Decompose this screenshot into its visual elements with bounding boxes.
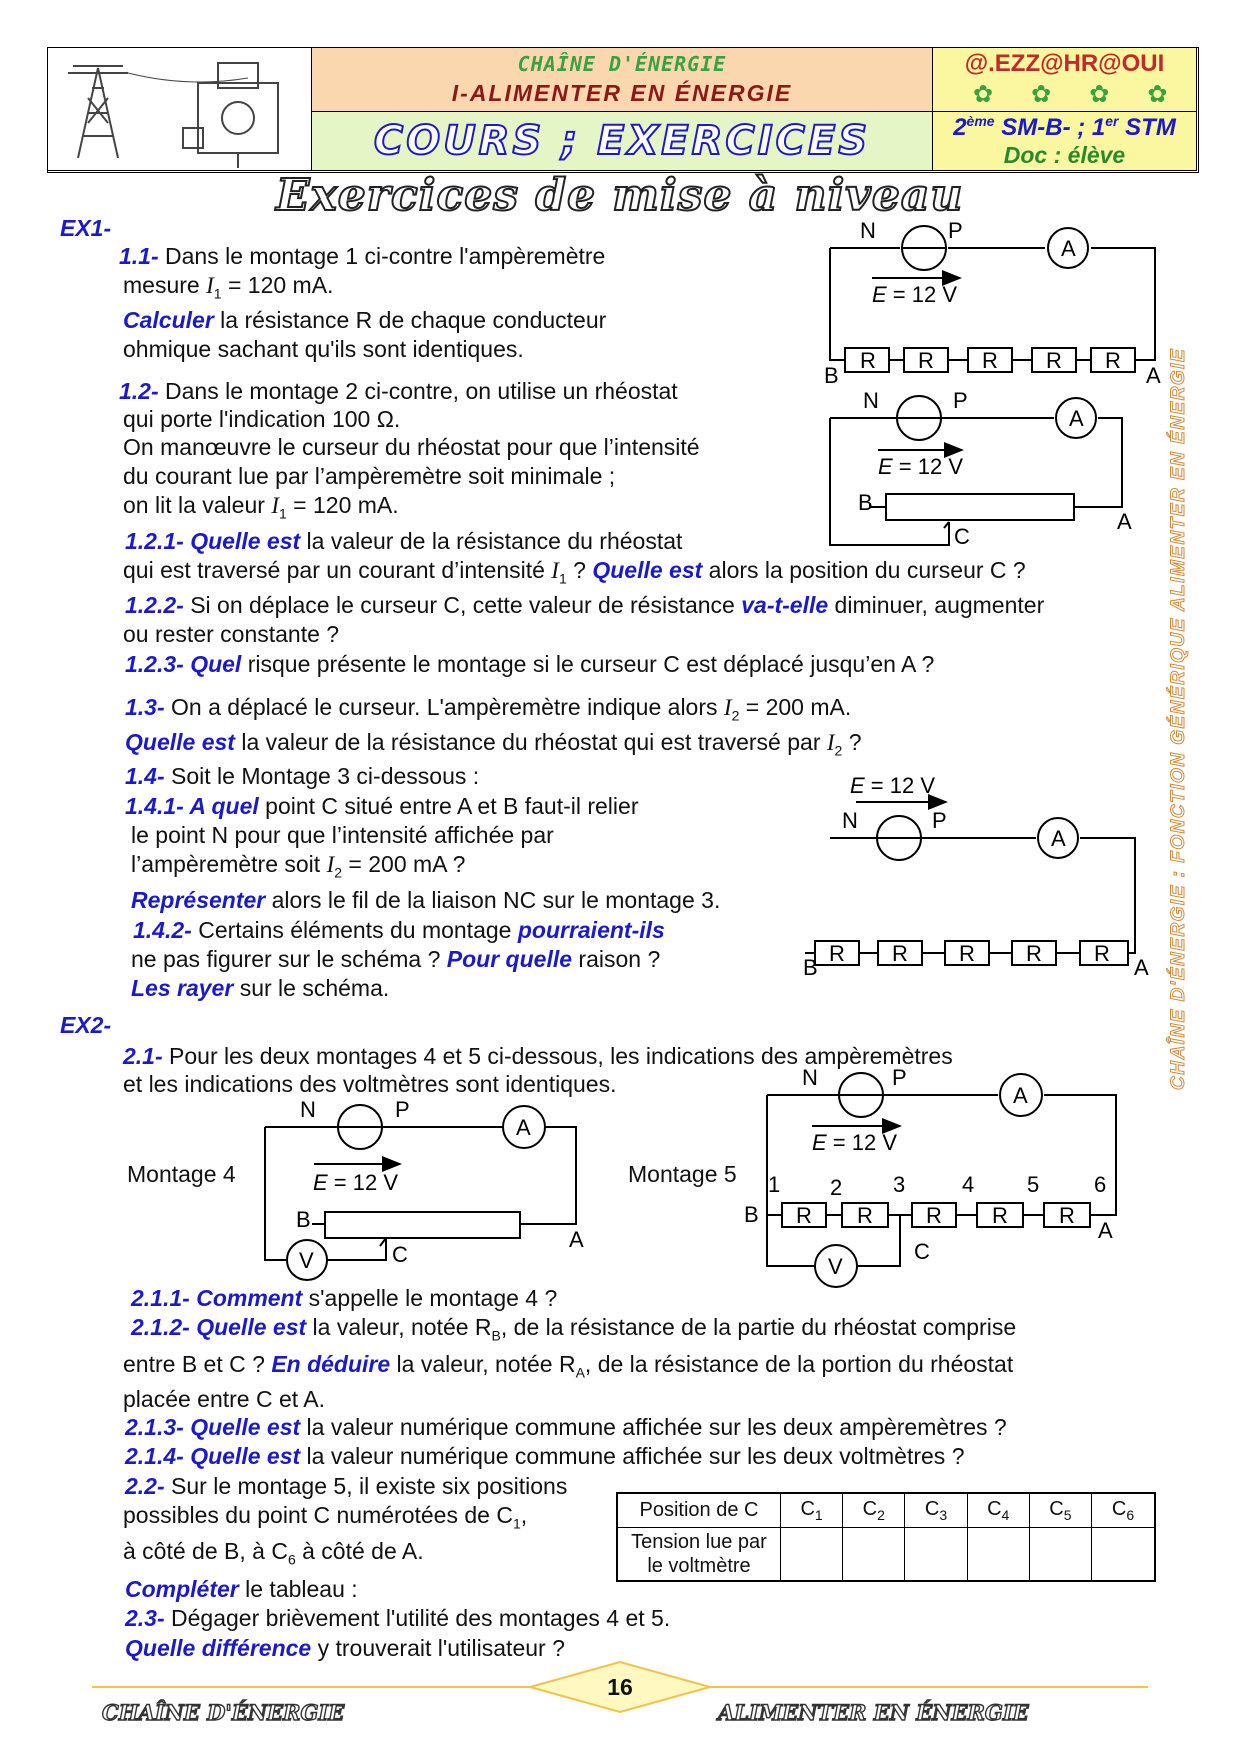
label-p: P [948, 218, 963, 243]
label-emf: E = 12 V [878, 454, 964, 479]
q1-4-2-line3: Les rayer sur le schéma. [131, 975, 390, 1001]
q1-1-line4: ohmique sachant qu'ils sont identiques. [123, 336, 524, 362]
label-emf: E = 12 V [812, 1130, 898, 1155]
label-emf: E = 12 V [850, 773, 936, 798]
q2-2-line4: Compléter le tableau : [125, 1576, 358, 1602]
label-r: R [926, 1203, 942, 1228]
label-r: R [992, 1203, 1008, 1228]
label-p: P [932, 808, 947, 833]
side-text: CHAÎNE D'ÉNERGIE : FONCTION GÉNÉRIQUE ALIMENTER EN ÉNERGIE [1168, 347, 1189, 1090]
circuit-montage-5 [767, 1073, 1116, 1287]
label-r: R [1046, 348, 1062, 373]
q1-4-2-line1: 1.4.2- Certains éléments du montage pourraient-ils [133, 917, 665, 943]
q1-2-2-line2: ou rester constante ? [123, 621, 340, 647]
q1-2-3: 1.2.3- Quel risque présente le montage si le curseur C est déplacé jusqu’en A ? [125, 651, 935, 677]
label-pos-6: 6 [1094, 1172, 1107, 1197]
ex2-label: EX2- [60, 1012, 112, 1038]
label-r: R [892, 941, 908, 966]
label-a-meter: A [1051, 826, 1066, 851]
q2-1-4: 2.1.4- Quelle est la valeur numérique commune affichée sur les deux voltmètres ? [125, 1443, 965, 1469]
q2-3-line1: 2.3- Dégager brièvement l'utilité des montages 4 et 5. [125, 1605, 671, 1631]
table-header-tension: Tension lue par le voltmètre [617, 1527, 781, 1581]
label-r: R [918, 348, 934, 373]
label-r: R [982, 348, 998, 373]
label-pos-5: 5 [1027, 1172, 1040, 1197]
label-a: A [569, 1227, 584, 1252]
label-n: N [842, 808, 858, 833]
label-pos-1: 1 [768, 1172, 781, 1197]
table-col-c2: $C_2$ [843, 1493, 905, 1527]
q1-2-line4: du courant lue par l’ampèremètre soit minimale ; [123, 463, 616, 489]
q1-4: 1.4- Soit le Montage 3 ci-dessous : [125, 763, 480, 789]
label-a: A [1098, 1218, 1113, 1243]
q2-2-line3: à côté de B, à $C_6$ à côté de A. [123, 1538, 424, 1568]
label-r: R [1105, 348, 1121, 373]
q1-4-1-line2: le point N pour que l’intensité affichée par [131, 822, 554, 848]
label-a-meter: A [1069, 406, 1084, 431]
q1-2-1-line2: qui est traversé par un courant d’intensité $I_1$ ? Quelle est alors la position du curseur C ? [123, 557, 1026, 587]
q2-1-3: 2.1.3- Quelle est la valeur numérique commune affichée sur les deux ampèremètres ? [125, 1414, 1007, 1440]
q2-1-2-line3: placée entre C et A. [123, 1386, 326, 1412]
label-pos-2: 2 [830, 1175, 843, 1200]
label-a-meter: A [1013, 1083, 1028, 1108]
table-col-c3: $C_3$ [905, 1493, 967, 1527]
q1-2-line5: on lit la valeur $I_1 = 120$ mA. [123, 492, 399, 522]
label-n: N [863, 388, 879, 413]
label-a-meter: A [516, 1115, 531, 1140]
q1-2-line2: qui porte l'indication 100 Ω. [123, 406, 401, 432]
q1-2-1-line1: 1.2.1- Quelle est la valeur de la résistance du rhéostat [125, 528, 683, 554]
q2-1-2-line2: entre B et C ? En déduire la valeur, notée $R_A$, de la résistance de la portion du rhéostat [123, 1351, 1014, 1381]
q1-4-1-line1: 1.4.1- A quel point C situé entre A et B faut-il relier [125, 793, 639, 819]
label-v: V [828, 1254, 843, 1279]
q2-1-line2: et les indications des voltmètres sont identiques. [123, 1071, 617, 1097]
label-r: R [796, 1203, 812, 1228]
header-banner: COURS ; EXERCICES [373, 118, 871, 164]
label-r: R [860, 348, 876, 373]
q2-1-line1: 2.1- Pour les deux montages 4 et 5 ci-dessous, les indications des ampèremètres [123, 1043, 953, 1069]
label-emf: E = 12 V [313, 1170, 399, 1195]
label-c: C [954, 524, 970, 549]
q2-1-1: 2.1.1- Comment s'appelle le montage 4 ? [131, 1285, 558, 1311]
label-p: P [395, 1097, 410, 1122]
header-subtitle: I-ALIMENTER EN ÉNERGIE [451, 80, 793, 106]
label-r: R [829, 941, 845, 966]
label-emf: E = 12 V [872, 282, 958, 307]
footer-left: CHAÎNE D'ÉNERGIE [102, 1700, 345, 1725]
header-author: @.EZZ@HR@OUI [964, 50, 1165, 77]
q2-3-line2: Quelle différence y trouverait l'utilisateur ? [125, 1635, 565, 1661]
header-level: 2ème SM-B- ; 1er STM [953, 113, 1176, 141]
label-b: B [858, 490, 873, 515]
q2-2-line2: possibles du point C numérotées de $C_1$, [123, 1502, 528, 1532]
montage5-label: Montage 5 [628, 1161, 737, 1187]
q1-2-line1: 1.2- Dans le montage 2 ci-contre, on utilise un rhéostat [119, 378, 678, 404]
q1-1-line2: mesure $I_1 = 120$ mA. [123, 272, 334, 302]
label-v: V [299, 1248, 314, 1273]
label-r: R [857, 1203, 873, 1228]
q1-1-line1: 1.1- Dans le montage 1 ci-contre l'ampèremètre [119, 243, 606, 269]
label-r: R [1059, 1203, 1075, 1228]
label-b: B [296, 1207, 311, 1232]
q1-4-2-line2: ne pas figurer sur le schéma ? Pour quelle raison ? [131, 946, 661, 972]
label-a-meter: A [1061, 236, 1076, 261]
label-a: A [1117, 509, 1132, 534]
label-b: B [824, 363, 839, 388]
header-chain: CHAÎNE D'ÉNERGIE [517, 52, 727, 76]
q1-3-line1: 1.3- On a déplacé le curseur. L'ampèremètre indique alors $I_2 = 200$ mA. [125, 694, 852, 724]
table-header-position: Position de C [617, 1493, 781, 1527]
q1-3-line2: Quelle est la valeur de la résistance du rhéostat qui est traversé par $I_2$ ? [125, 729, 862, 759]
table-col-c6: $C_6$ [1092, 1493, 1155, 1527]
page-number: 16 [607, 1674, 633, 1700]
label-pos-4: 4 [962, 1172, 975, 1197]
label-b: B [803, 955, 818, 980]
header-doc: Doc : élève [1003, 142, 1126, 168]
label-n: N [300, 1097, 316, 1122]
q1-1-line3: Calculer la résistance R de chaque conducteur [123, 307, 607, 333]
q1-4-1-line3: l’ampèremètre soit $I_2 = 200$ mA ? [131, 851, 466, 881]
label-c: C [914, 1239, 930, 1264]
label-c: C [392, 1242, 408, 1267]
footer-right: ALIMENTER EN ÉNERGIE [718, 1700, 1029, 1725]
label-r: R [1026, 941, 1042, 966]
flower-icons: ✿✿✿✿ [973, 81, 1206, 108]
rheostat-symbol [886, 494, 1074, 520]
q1-2-line3: On manœuvre le curseur du rhéostat pour que l’intensité [123, 434, 700, 460]
ex1-label: EX1- [60, 215, 112, 241]
table-col-c4: $C_4$ [967, 1493, 1029, 1527]
label-a: A [1134, 955, 1149, 980]
montage4-label: Montage 4 [127, 1161, 236, 1187]
label-r: R [1094, 941, 1110, 966]
label-p: P [953, 388, 968, 413]
q1-2-2-line1: 1.2.2- Si on déplace le curseur C, cette valeur de résistance va-t-elle diminuer, augmenter [125, 592, 1045, 618]
label-r: R [959, 941, 975, 966]
label-n: N [802, 1065, 818, 1090]
label-n: N [860, 218, 876, 243]
table-col-c1: $C_1$ [781, 1493, 843, 1527]
label-p: P [892, 1065, 907, 1090]
label-pos-3: 3 [893, 1172, 906, 1197]
rheostat-symbol [325, 1212, 520, 1238]
label-b: B [744, 1202, 759, 1227]
q2-2-line1: 2.2- Sur le montage 5, il existe six positions [125, 1473, 568, 1499]
q1-4-1-line4: Représenter alors le fil de la liaison NC sur le montage 3. [131, 887, 721, 913]
page-title: Exercices de mise à niveau [276, 170, 964, 221]
q2-1-2-line1: 2.1.2- Quelle est la valeur, notée $R_B$, de la résistance de la partie du rhéostat comprise [131, 1314, 1017, 1344]
table-col-c5: $C_5$ [1029, 1493, 1091, 1527]
label-a: A [1146, 363, 1161, 388]
